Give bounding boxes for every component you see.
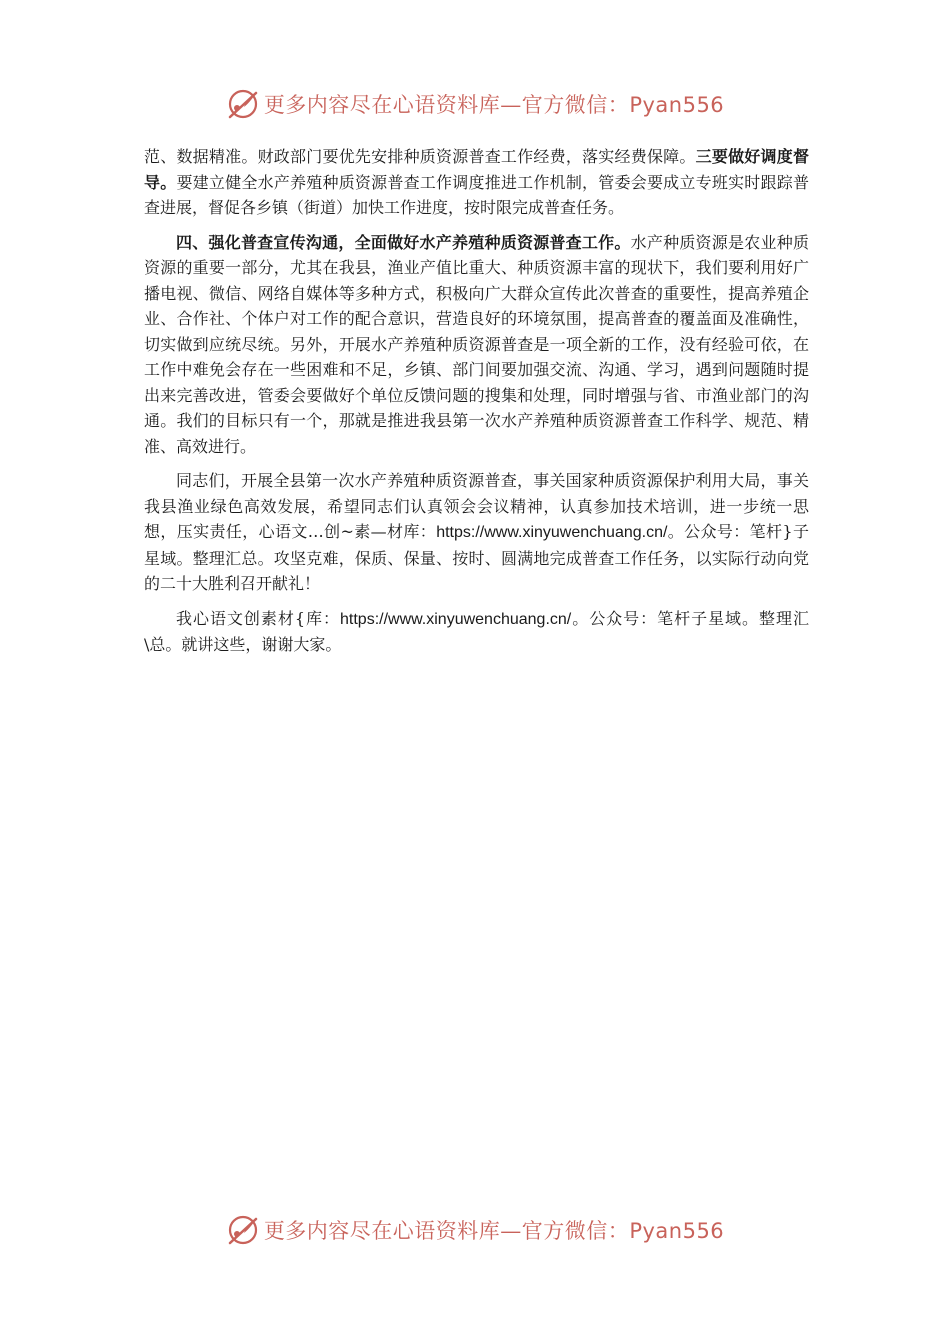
- header-banner-text: 更多内容尽在心语资料库—官方微信：Pyan556: [263, 93, 725, 117]
- paragraph-3: 同志们，开展全县第一次水产养殖种质资源普查，事关国家种质资源保护利用大局，事关我县渔业绿色高效发展，希望同志们认真领会会议精神，认真参加技术培训，进一步统一思想，压实责任，心语文…创~素—材库：https://www.xinyuwenchuang.cn/。公众号：笔杆}子星域。整理汇总。攻坚克难，保质、保量、按时、圆满地完成普查工作任务，以实际行动向党的二十大胜利召开献礼！: [144, 471, 809, 593]
- paragraph-1: 范、数据精准。财政部门要优先安排种质资源普查工作经费，落实经费保障。三要做好调度督导。要建立健全水产养殖种质资源普查工作调度推进工作机制，管委会要成立专班实时跟踪普查进展，督促各乡镇（街道）加快工作进度，按时限完成普查任务。: [144, 147, 809, 217]
- footer-banner-text: 更多内容尽在心语资料库—官方微信：Pyan556: [263, 1219, 725, 1243]
- website-link[interactable]: https://www.xinyuwenchuang.cn/: [436, 524, 668, 541]
- paragraph-4: 我心语文创素材{库：https://www.xinyuwenchuang.cn/。公众号：笔杆子星域。整理汇\总。就讲这些，谢谢大家。: [144, 608, 809, 654]
- website-link[interactable]: https://www.xinyuwenchuang.cn/: [340, 610, 572, 628]
- section-heading-4: 四、强化普查宣传沟通，全面做好水产养殖种质资源普查工作。: [176, 232, 631, 252]
- footer-banner: [0, 1210, 950, 1250]
- quill-logo-icon: [226, 87, 260, 121]
- subheading-supervision: 三要做好调度督导。: [144, 147, 809, 192]
- paragraph-2: 四、强化普查宣传沟通，全面做好水产养殖种质资源普查工作。水产种质资源是农业种质资源的重要一部分，尤其在我县，渔业产值比重大、种质资源丰富的现状下，我们要利用好广播电视、微信、网络自媒体等多种方式，积极向广大群众宣传此次普查的重要性，提高养殖企业、合作社、个体户对工作的配合意识，营造良好的环境氛围，提高普查的覆盖面及准确性，切实做到应统尽统。另外，开展水产养殖种质资源普查是一项全新的工作，没有经验可依，在工作中难免会存在一些困难和不足，乡镇、部门间要加强交流、沟通、学习，遇到问题随时提出来完善改进，管委会要做好个单位反馈问题的搜集和处理，同时增强与省、市渔业部门的沟通。我们的目标只有一个，那就是推进我县第一次水产养殖种质资源普查工作科学、规范、精准、高效进行。: [144, 232, 809, 456]
- header-wechat-id: Pyan556: [629, 93, 725, 117]
- quill-logo-icon: [226, 1213, 260, 1247]
- footer-wechat-id: Pyan556: [629, 1219, 725, 1243]
- header-banner: [0, 84, 950, 124]
- document-body: [144, 144, 809, 667]
